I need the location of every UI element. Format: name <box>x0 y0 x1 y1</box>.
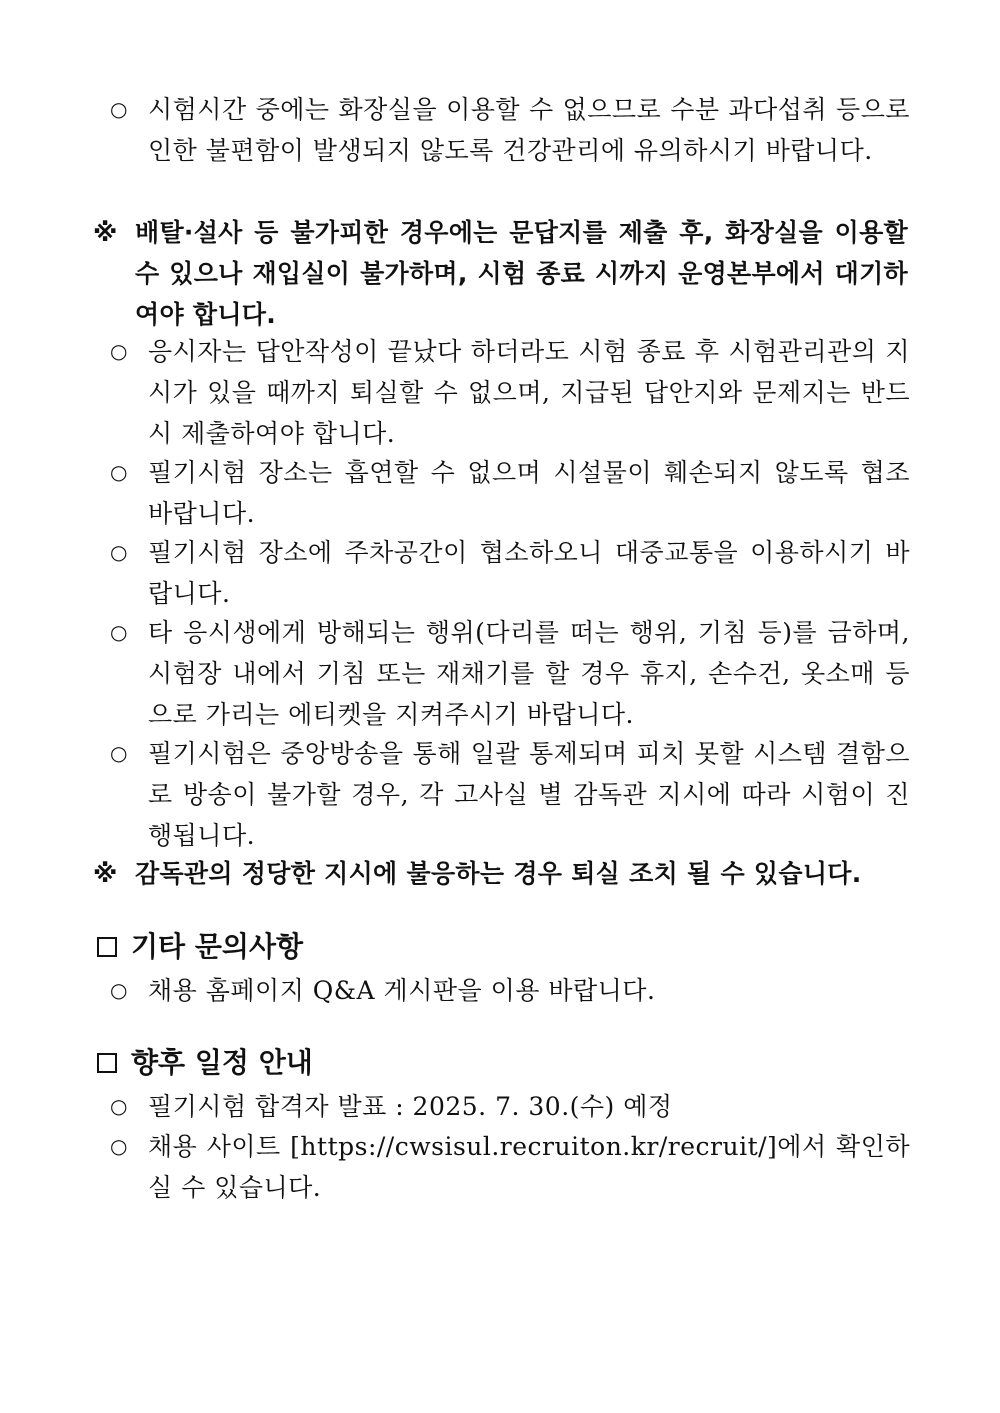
list-item-smoking <box>110 452 910 534</box>
item-text: 채용 홈페이지 Q&A 게시판을 이용 바랍니다. <box>148 976 656 1005</box>
checkbox-square-icon <box>97 1053 117 1073</box>
list-item-site <box>110 1126 910 1208</box>
section-title: 기타 문의사항 <box>131 930 304 963</box>
list-item-leave <box>110 331 910 454</box>
item-text: 시험시간 중에는 화장실을 이용할 수 없으므로 수분 과다섭취 등으로 인한 불편함이 발생되지 않도록 건강관리에 유의하시기 바랍니다. <box>148 95 910 165</box>
list-item-broadcast <box>110 733 910 856</box>
list-item-etiquette <box>110 612 910 735</box>
bullet-circle: ○ <box>110 1134 128 1158</box>
list-item-result <box>110 1086 910 1127</box>
list-item-parking <box>110 532 910 614</box>
note-mark: ※ <box>93 859 118 888</box>
item-text: 필기시험은 중앙방송을 통해 일괄 통제되며 피치 못할 시스템 결함으로 방송이 불가할 경우, 각 고사실 별 감독관 지시에 따라 시험이 진행됩니다. <box>148 739 910 850</box>
bullet-circle: ○ <box>110 460 128 484</box>
item-text: 채용 사이트 [https://cwsisul.recruiton.kr/recruit/]에서 확인하실 수 있습니다. <box>148 1132 910 1202</box>
bullet-circle: ○ <box>110 978 128 1002</box>
note-supervisor <box>93 853 908 894</box>
bullet-circle: ○ <box>110 741 128 765</box>
section-title: 향후 일정 안내 <box>131 1046 313 1079</box>
item-text: 응시자는 답안작성이 끝났다 하더라도 시험 종료 후 시험관리관의 지시가 있을 때까지 퇴실할 수 없으며, 지급된 답안지와 문제지는 반드시 제출하여야 합니다. <box>148 337 910 448</box>
section-heading-schedule <box>97 1043 313 1083</box>
bullet-circle: ○ <box>110 1094 128 1118</box>
item-text: 타 응시생에게 방해되는 행위(다리를 떠는 행위, 기침 등)를 금하며, 시험장 내에서 기침 또는 재채기를 할 경우 휴지, 손수건, 옷소매 등으로 가리는 에티켓을 지켜주시기 바랍니다. <box>148 618 910 729</box>
section-heading-inquiry <box>97 927 303 967</box>
bullet-circle: ○ <box>110 540 128 564</box>
note-restroom <box>93 212 908 335</box>
item-text: 필기시험 합격자 발표 : 2025. 7. 30.(수) 예정 <box>148 1092 673 1121</box>
list-item-restroom <box>110 89 910 171</box>
checkbox-square-icon <box>97 937 117 957</box>
bullet-circle: ○ <box>110 339 128 363</box>
bullet-circle: ○ <box>110 620 128 644</box>
item-text: 필기시험 장소에 주차공간이 협소하오니 대중교통을 이용하시기 바랍니다. <box>148 538 910 608</box>
list-item-qna <box>110 970 910 1011</box>
note-mark: ※ <box>93 218 118 247</box>
note-text: 배탈·설사 등 불가피한 경우에는 문답지를 제출 후, 화장실을 이용할 수 있으나 재입실이 불가하며, 시험 종료 시까지 운영본부에서 대기하여야 합니다. <box>135 218 908 329</box>
note-text: 감독관의 정당한 지시에 불응하는 경우 퇴실 조치 될 수 있습니다. <box>135 859 862 888</box>
item-text: 필기시험 장소는 흡연할 수 없으며 시설물이 훼손되지 않도록 협조 바랍니다. <box>148 458 910 528</box>
bullet-circle: ○ <box>110 97 128 121</box>
